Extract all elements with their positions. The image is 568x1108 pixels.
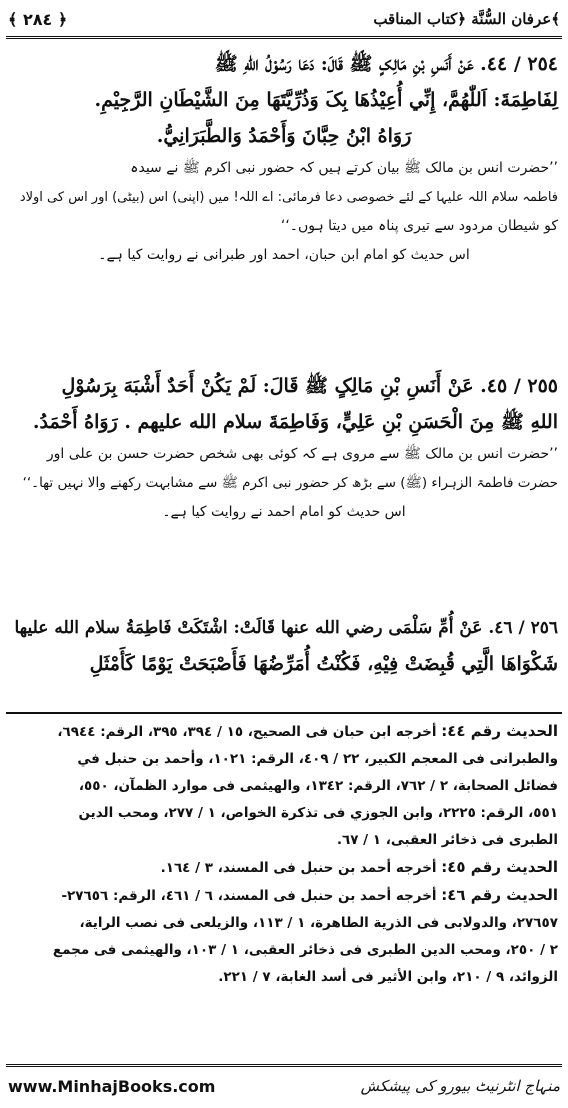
hadith-254-arabic-line-2: لِفَاطِمَةَ: اَللّٰهُمَّ، إِنِّي أُعِيْذُهَا بِکَ وَذُرِّيَّتَهَا مِنَ الشَّيْطَانِ الرَّجِيْمِ. [94, 89, 558, 111]
header-rule [6, 36, 562, 39]
footnote-46-text-1: أخرجه أحمد بن حنبل فی المسند، ٦ / ٤٦١، الرقم: ٢٧٦٥٦- [61, 888, 437, 904]
hadith-256 [10, 610, 558, 682]
hadith-254-urdu-line-1: ’’حضرت انس بن مالک ﷺ بیان کرتے ہیں کہ حضور نبی اکرم ﷺ نے سیدہ [130, 160, 558, 176]
footnote-45-line-1 [10, 854, 558, 882]
publisher-credit: منہاج انٹرنیٹ بیورو کی پیشکش [360, 1077, 560, 1095]
footnote-44-line-4: ٥٥١، الرقم: ٢٢٢٥، وابن الجوزي فی تذکرة الخواص، ١ / ٢٧٧، ومحب الدين [78, 805, 558, 821]
footnote-46-heading: الحديث رقم ٤٦: [441, 886, 558, 904]
footnote-46-line-1 [10, 882, 558, 910]
book-title: ﴾عرفان السُّنَّة ﴿كتاب المناقب [373, 10, 560, 28]
hadith-255-urdu-line-2: حضرت فاطمۃ الزہراء (ﷺ) سے بڑھ کر حضور نبی اکرم ﷺ سے مشابہت رکھنے والا نہیں تھا۔‘‘ [22, 475, 558, 491]
footnote-46-line-4: الزوائد، ٩ / ٢١٠، وابن الأثير فی أسد الغابة، ٧ / ٢٢١. [218, 969, 558, 985]
hadith-254-narrators: رَوَاهُ ابْنُ حِبَّانَ وَأَحْمَدُ وَالطَّبَرَانِيُّ. [156, 125, 412, 147]
footnote-44-heading: الحديث رقم ٤٤: [441, 722, 558, 740]
hadith-254-arabic-line-1: ٢٥٤ / ٤٤. عَنْ أَنَسِ بْنِ مَالِکٍ ﷺ قَالَ: دَعَا رَسُوْلُ اللهِ ﷺ [214, 53, 558, 75]
hadith-255-urdu-reference: اس حدیث کو امام احمد نے روایت کیا ہے۔ [162, 504, 406, 520]
footnote-45-heading: الحديث رقم ٤٥: [441, 858, 558, 876]
hadith-255-urdu-line-1: ’’حضرت انس بن مالک ﷺ سے مروی ہے کہ کوئی بھی شخص حضرت حسن بن علی اور [46, 446, 558, 462]
footnote-46-line-2: ٢٧٦٥٧، والدولابی فی الذرية الطاهرة، ١ / ١١٣، والزيلعی فی نصب الراية، [79, 915, 558, 931]
footnote-separator [6, 712, 562, 714]
hadith-255 [10, 368, 558, 526]
hadith-254-urdu-reference: اس حدیث کو امام ابن حبان، احمد اور طبرانی نے روایت کیا ہے۔ [98, 247, 470, 263]
footnote-44-line-3: فضائل الصحابة، ٢ / ٧٦٢، الرقم: ١٣٤٢، والهيثمی فی موارد الظمآن، ٥٥٠، [78, 778, 558, 794]
footnote-44-text-1: أخرجه ابن حبان فی الصحيح، ١٥ / ٣٩٤، ٣٩٥، الرقم: ٦٩٤٤، [57, 724, 437, 740]
hadith-254-urdu-line-3: کو شیطان مردود سے تیری پناہ میں دیتا ہوں۔‘‘ [280, 218, 558, 234]
page-footer [8, 1070, 560, 1102]
hadith-255-arabic-line-2: اللهِ ﷺ مِنَ الْحَسَنِ بْنِ عَلِيٍّ، وَفَاطِمَةَ سلام الله عليهم . رَوَاهُ أَحْمَدُ. [32, 411, 558, 433]
hadith-256-arabic-line-2: شَکْوَاهَا الَّتِي قُبِضَتْ فِيْهِ، فَکُنْتُ أُمَرِّضُهَا فَأَصْبَحَتْ يَوْمًا کَأَمْثَلِ [89, 653, 558, 675]
footnotes [10, 718, 558, 991]
page-number: ﴾ ٢٨٤ ﴿ [8, 9, 68, 29]
page-header [8, 4, 560, 34]
hadith-254-urdu-line-2: فاطمہ سلام اللہ علیہا کے لئے خصوصی دعا فرمائی: اے اللہ! میں (اپنی) اس (بیٹی) اور اس کی اولاد [19, 190, 558, 205]
footer-rule [6, 1064, 562, 1067]
footnote-45-text-1: أخرجه أحمد بن حنبل فی المسند، ٣ / ١٦٤. [160, 860, 437, 876]
footnote-46-line-3: ٢ / ٢٥٠، ومحب الدين الطبری فی ذخائر العقبی، ١ / ١٠٣، والهيثمی فی مجمع [52, 942, 558, 958]
footnote-44-line-2: والطبرانی فی المعجم الکبير، ٢٢ / ٤٠٩، الرقم: ١٠٢١، وأحمد بن حنبل في [77, 751, 558, 767]
hadith-255-arabic-line-1: ٢٥٥ / ٤٥. عَنْ أَنَسِ بْنِ مَالِکٍ ﷺ قَالَ: لَمْ يَکُنْ أَحَدٌ أَشْبَهَ بِرَسُوْلِ [61, 375, 558, 397]
footnote-44-line-1 [10, 718, 558, 746]
hadith-256-arabic-line-1: ٢٥٦ / ٤٦. عَنْ أُمِّ سَلْمَى رضي الله عنها قَالَتْ: اشْتَکَتْ فَاطِمَةُ سلام الله عليها [14, 618, 558, 638]
website-link[interactable]: www.MinhajBooks.com [8, 1076, 216, 1096]
hadith-254 [10, 46, 558, 269]
footnote-44-line-5: الطبری فی ذخائر العقبی، ١ / ٦٧. [336, 832, 558, 848]
